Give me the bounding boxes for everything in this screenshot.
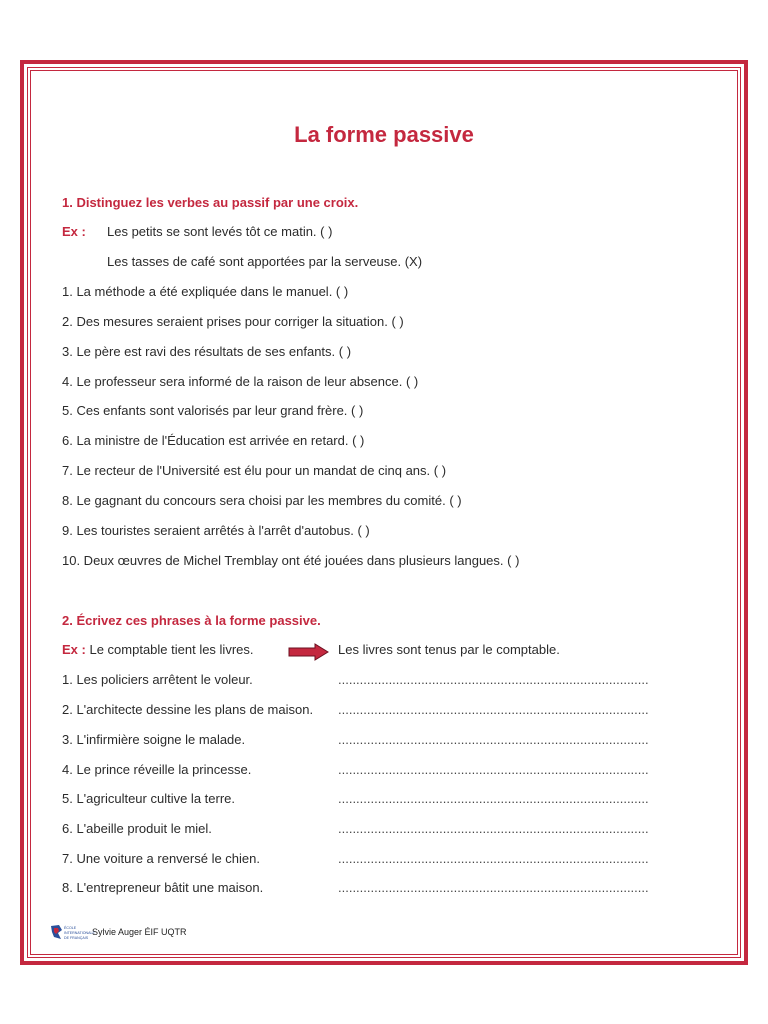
answer-line[interactable]: ...................................................................................... [338,672,649,687]
section2-heading: 2. Écrivez ces phrases à la forme passive. [62,613,321,628]
exercise-item-5: 5. Ces enfants sont valorisés par leur grand frère. ( ) [62,403,364,418]
section1-heading: 1. Distinguez les verbes au passif par une croix. [62,195,359,210]
exercise-item-2: 2. Des mesures seraient prises pour corriger la situation. ( ) [62,314,404,329]
example-sentence: Les petits se sont levés tôt ce matin. ( ) [107,224,333,239]
exercise-item-9: 9. Les touristes seraient arrêtés à l'arrêt d'autobus. ( ) [62,523,370,538]
rewrite-item-6: 6. L'abeille produit le miel. [62,821,212,836]
arrow-right-icon [288,643,330,661]
exercise-item-1: 1. La méthode a été expliquée dans le manuel. ( ) [62,284,349,299]
section2-example [62,642,254,657]
answer-line[interactable]: ...................................................................................... [338,762,649,777]
answer-line[interactable]: ...................................................................................... [338,851,649,866]
example-sentence: Les tasses de café sont apportées par la serveuse. (X) [107,254,423,269]
section2-ex-label: Ex : [62,642,86,657]
exercise-item-6: 6. La ministre de l'Éducation est arrivée en retard. ( ) [62,433,365,448]
rewrite-item-7: 7. Une voiture a renversé le chien. [62,851,260,866]
section1-example-1 [62,224,333,239]
answer-line[interactable]: ...................................................................................... [338,791,649,806]
example-answer: Les livres sont tenus par le comptable. [338,642,560,657]
rewrite-item-5: 5. L'agriculteur cultive la terre. [62,791,236,806]
logo-text-line: INTERNATIONALE [64,931,95,935]
rewrite-item-3: 3. L'infirmière soigne le malade. [62,732,246,747]
exercise-item-7: 7. Le recteur de l'Université est élu pour un mandat de cinq ans. ( ) [62,463,447,478]
exercise-item-4: 4. Le professeur sera informé de la raison de leur absence. ( ) [62,374,419,389]
exercise-item-10: 10. Deux œuvres de Michel Tremblay ont été jouées dans plusieurs langues. ( ) [62,553,520,568]
example-sentence: Le comptable tient les livres. [89,642,254,657]
rewrite-item-1: 1. Les policiers arrêtent le voleur. [62,672,253,687]
answer-line[interactable]: ...................................................................................... [338,702,649,717]
rewrite-item-4: 4. Le prince réveille la princesse. [62,762,252,777]
logo-text-line: DE FRANÇAIS [64,936,89,940]
answer-line[interactable]: ...................................................................................... [338,821,649,836]
footer-credit: Sylvie Auger ÉIF UQTR [92,927,187,937]
logo-text-line: ÉCOLE [64,926,77,930]
section1-ex-label: Ex : [62,224,86,239]
exercise-item-8: 8. Le gagnant du concours sera choisi par les membres du comité. ( ) [62,493,462,508]
page-title: La forme passive [294,122,474,147]
school-logo-icon [50,924,95,942]
rewrite-item-2: 2. L'architecte dessine les plans de maison. [62,702,314,717]
rewrite-item-8: 8. L'entrepreneur bâtit une maison. [62,880,264,895]
answer-line[interactable]: ...................................................................................... [338,880,649,895]
exercise-item-3: 3. Le père est ravi des résultats de ses enfants. ( ) [62,344,352,359]
answer-line[interactable]: ...................................................................................... [338,732,649,747]
